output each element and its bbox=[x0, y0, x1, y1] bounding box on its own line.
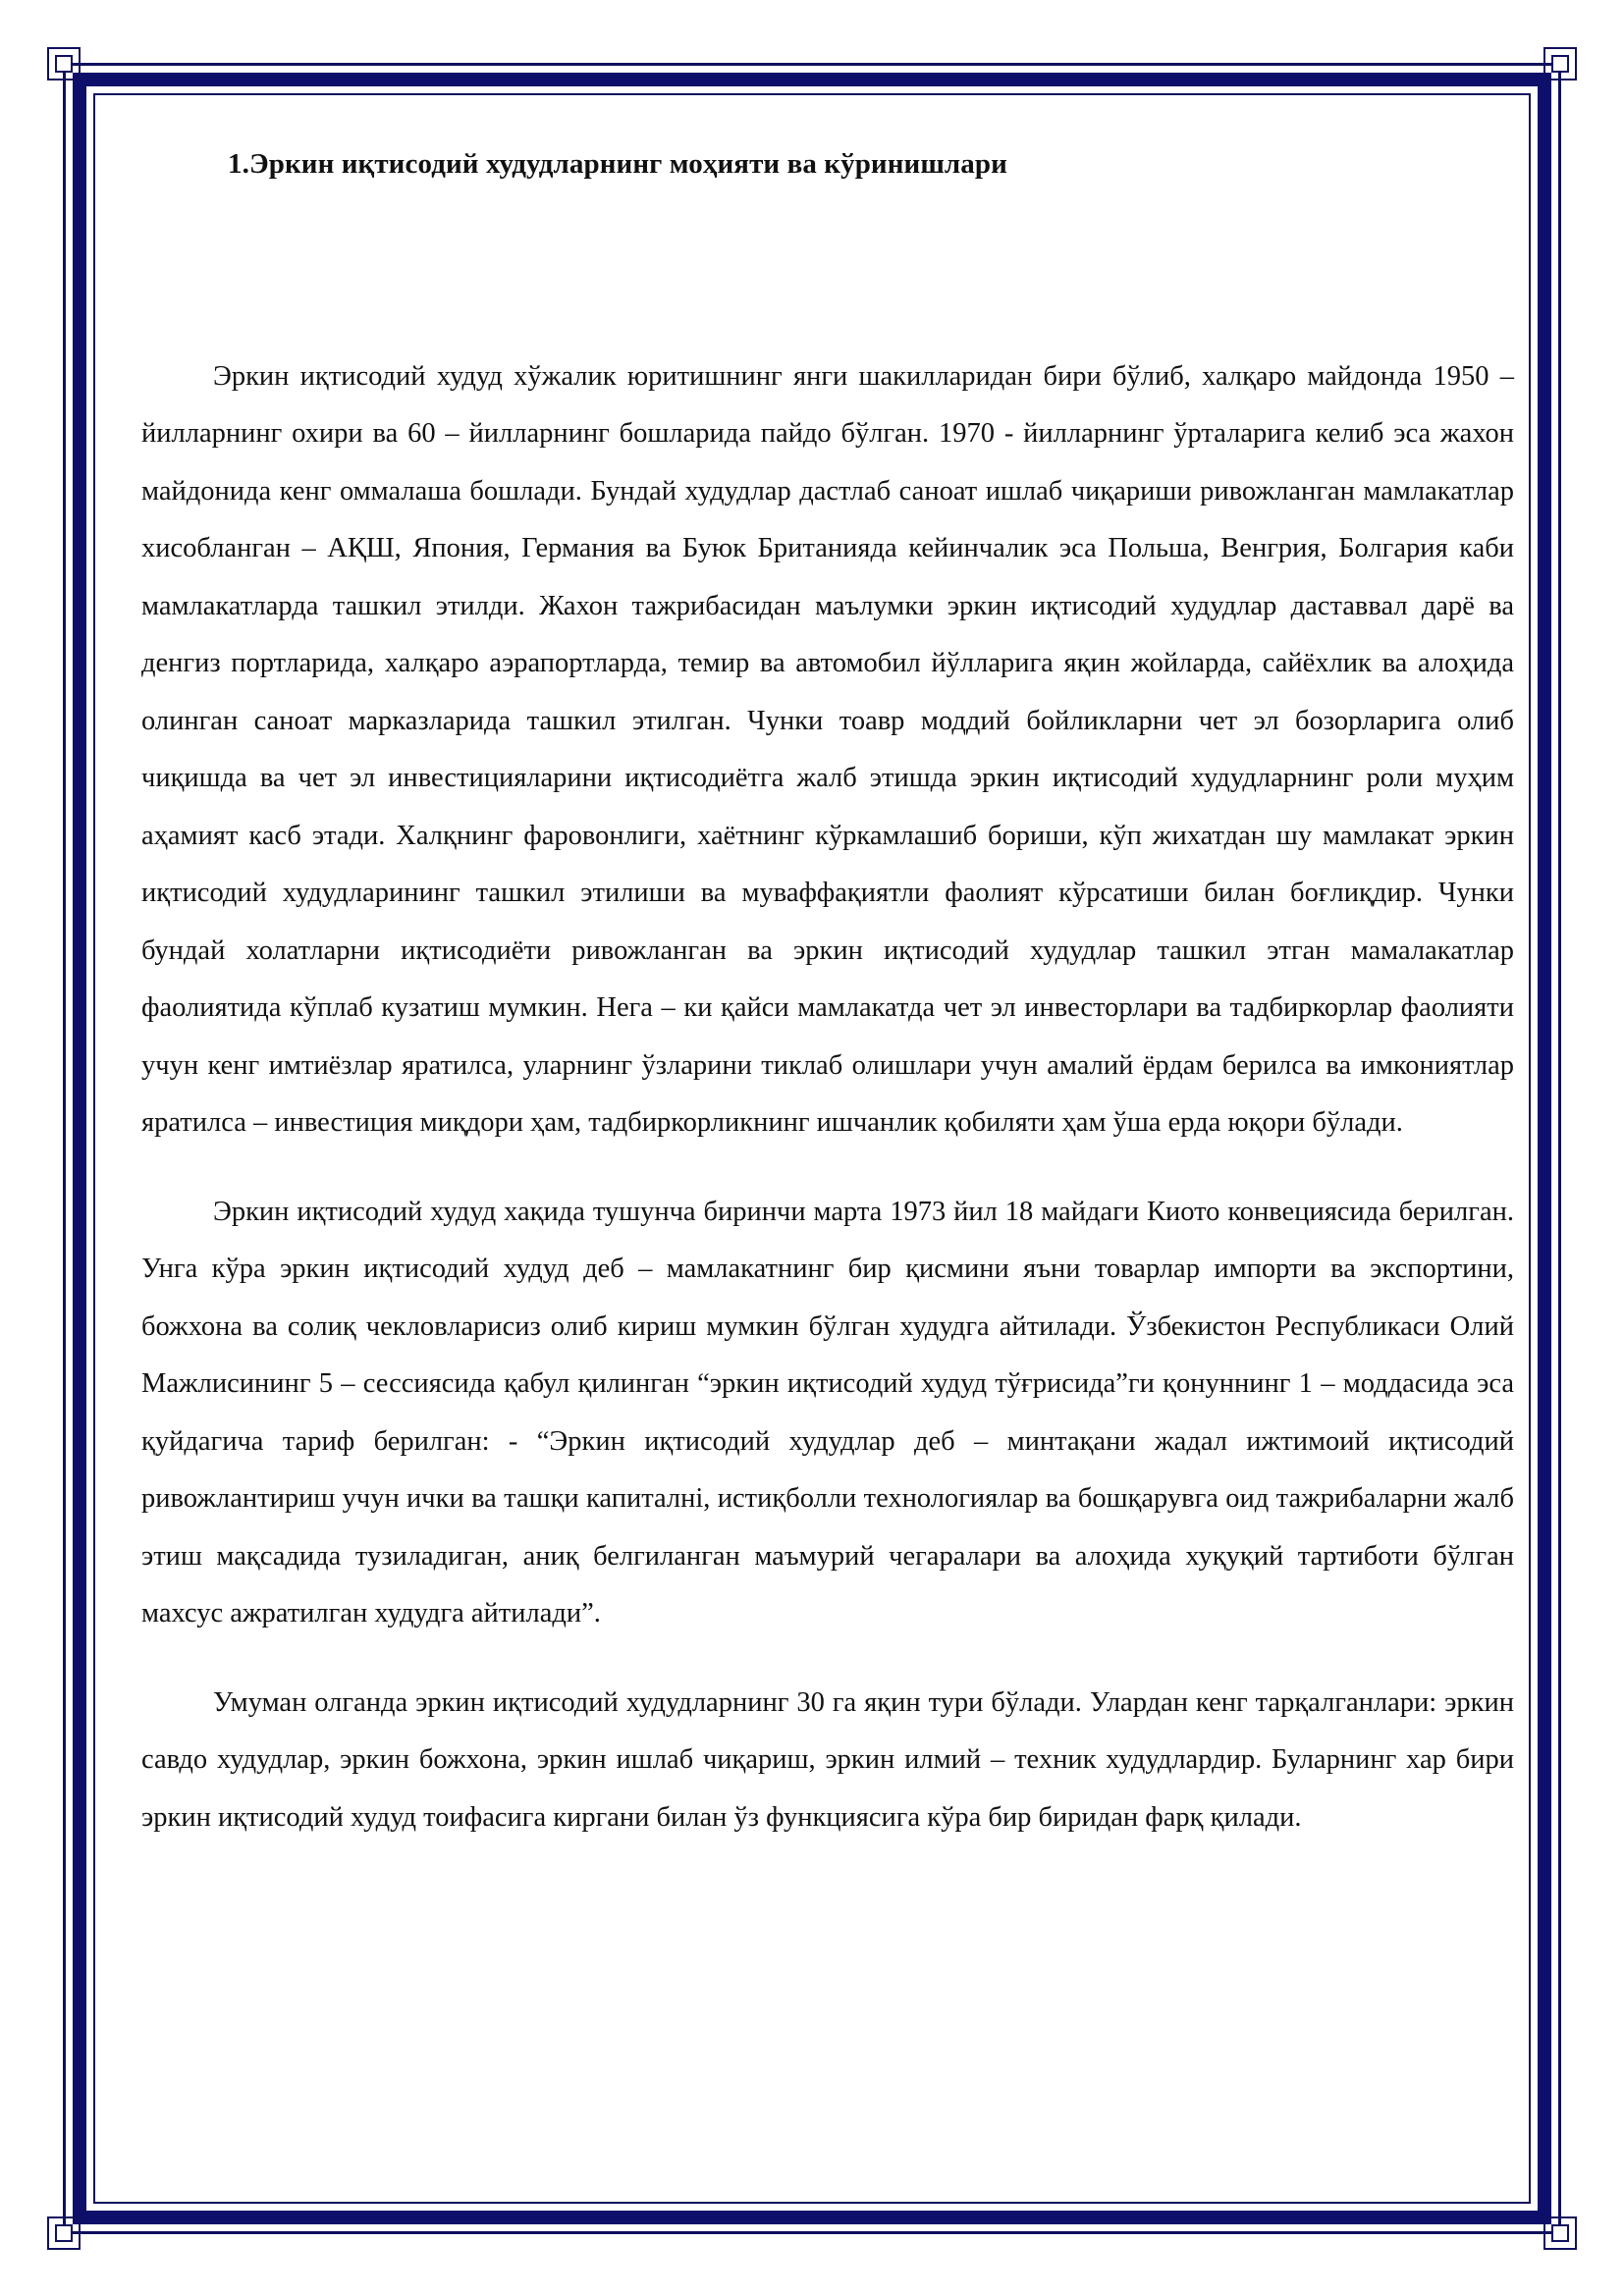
section-heading: 1.Эркин иқтисодий худудларнинг моҳияти ва кўринишлари bbox=[228, 148, 1007, 180]
corner-ornament-bottom-left bbox=[47, 2216, 81, 2250]
corner-ornament-top-right bbox=[1543, 47, 1577, 80]
paragraph-3: Умуман олганда эркин иқтисодий худудларнинг 30 га яқин тури бўлади. Улардан кенг тарқалганлари: эркин савдо худудлар, эркин божхона, эркин ишлаб чиқариш, эркин илмий – техник худудлардир. Буларнинг хар бири эркин иқтисодий худуд тоифасига киргани билан ўз функциясига кўра бир биридан фарқ қилади. bbox=[141, 1686, 1514, 1833]
document-body bbox=[141, 147, 1514, 1846]
corner-ornament-bottom-right bbox=[1543, 2216, 1577, 2250]
paragraph-1: Эркин иқтисодий худуд хўжалик юритишнинг янги шакилларидан бири бўлиб, халқаро майдонда 1950 – йилларнинг охири ва 60 – йилларнинг бошларида пайдо бўлган. 1970 - йилларнинг ўрталарига келиб эса жахон майдонида кенг оммалаша бошлади. Бундай худудлар дастлаб саноат ишлаб чиқариши ривожланган мамлакатлар хисобланган – АҚШ, Япония, Германия ва Буюк Британияда кейинчалик эса Польша, Венгрия, Болгария каби мамлакатларда ташкил этилди. Жахон тажрибасидан маълумки эркин иқтисодий худудлар даставвал дарё ва денгиз портларида, халқаро аэрапортларда, темир ва автомобил йўлларига яқин жойларда, сайёхлик ва алоҳида олинган саноат марказларида ташкил этилган. Чунки тоавр моддий бойликларни чет эл бозорларига олиб чиқишда ва чет эл инвестицияларини иқтисодиётга жалб этишда эркин иқтисодий худудларнинг роли муҳим аҳамият касб этади. Халқнинг фаровонлиги, хаётнинг кўркамлашиб бориши, кўп жихатдан шу мамлакат эркин иқтисодий худудларининг ташкил этилиши ва муваффақиятли фаолият кўрсатиши билан боғлиқдир. Чунки бундай холатларни иқтисодиёти ривожланган ва эркин иқтисодий худудлар ташкил этган мамалакатлар фаолиятида кўплаб кузатиш мумкин. Нега – ки қайси мамлакатда чет эл инвесторлари ва тадбиркорлар фаолияти учун кенг имтиёзлар яратилса, уларнинг ўзларини тиклаб олишлари учун амалий ёрдам берилса ва имкониятлар яратилса – инвестиция миқдори ҳам, тадбиркорликнинг ишчанлик қобиляти ҳам ўша ерда юқори бўлади. bbox=[141, 360, 1514, 1139]
paragraph-2: Эркин иқтисодий худуд хақида тушунча биринчи марта 1973 йил 18 майдаги Киото конвециясида берилган. Унга кўра эркин иқтисодий худуд деб – мамлакатнинг бир қисмини яъни товарлар импорти ва экспортини, божхона ва солиқ чекловларисиз олиб кириш мумкин бўлган худудга айтилади. Ўзбекистон Республикаси Олий Мажлисининг 5 – сессиясида қабул қилинган “эркин иқтисодий худуд тўғрисида”ги қонуннинг 1 – моддасида эса қуйдагича тариф берилган: - “Эркин иқтисодий худудлар деб – минтақани жадал ижтимоий иқтисодий ривожлантириш учун ички ва ташқи капиталнi, истиқболли технологиялар ва бошқарувга оид тажрибаларни жалб этиш мақсадида тузиладиган, аниқ белгиланган маъмурий чегаралари ва алоҳида хуқуқий тартиботи бўлган махсус ажратилган худудга айтилади”. bbox=[141, 1196, 1514, 1629]
corner-ornament-top-left bbox=[47, 47, 81, 80]
